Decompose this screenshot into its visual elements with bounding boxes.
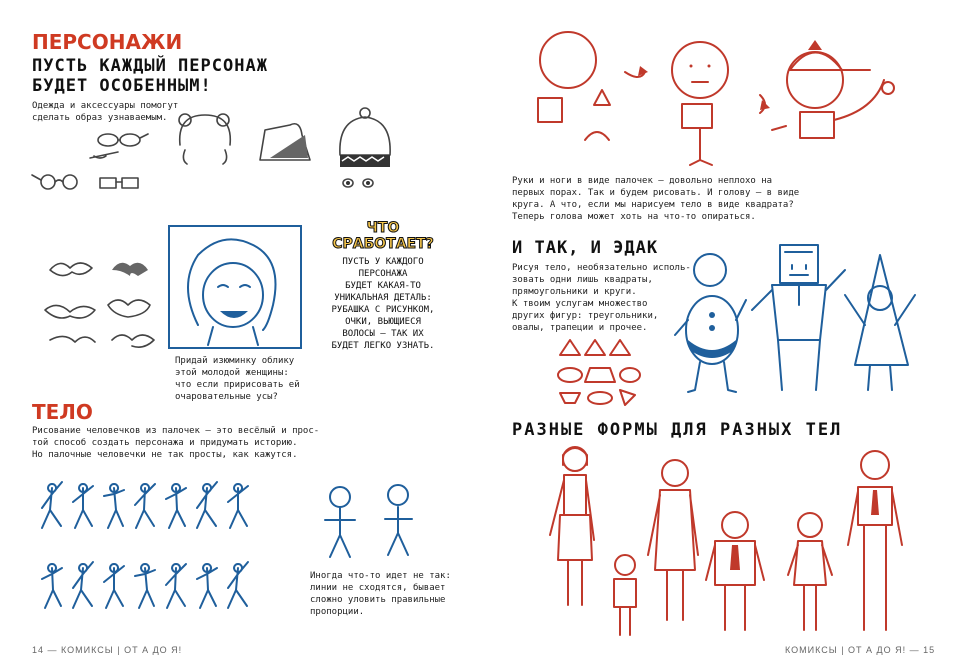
body-text [32,425,319,461]
text-line: этой молодой женщины: [175,368,289,378]
stick-figure [197,482,217,528]
text-line: Рисуя тело, необязательно исполь- [512,263,691,273]
callout-title-2: СРАБОТАЕТ? [332,236,434,252]
hat-illustration [250,110,320,170]
stick-figure [197,564,217,608]
text-line: овалы, трапеции и прочее. [512,323,648,333]
text-line: первых порах. Так и будем рисовать. И голову — в виде [512,188,800,198]
stick-figure [135,564,155,608]
section-title-different-shapes: РАЗНЫЕ ФОРМЫ ДЛЯ РАЗНЫХ ТЕЛ [512,420,843,440]
stick-figure [166,484,186,528]
text-line: Теперь голова может хоть на что-то опираться. [512,212,756,222]
text-line: пропорции. [310,607,365,617]
text-line: линии не сходятся, бывает [310,583,446,593]
text-line: РУБАШКА С РИСУНКОМ, [331,305,435,315]
stick-figure [228,562,248,608]
hair-illustration [175,110,235,170]
woman-portrait [168,225,302,349]
headline-line1: ПУСТЬ КАЖДЫЙ ПЕРСОНАЖ [32,56,268,76]
headline-line2: БУДЕТ ОСОБЕННЫМ! [32,76,212,96]
woman-caption [175,355,300,403]
text-line: ОЧКИ, ВЬЮЩИЕСЯ [345,317,421,327]
text-line: Иногда что-то идет не так: [310,571,451,581]
section-title-body: ТЕЛО [32,400,93,424]
text-line: очаровательные усы? [175,392,278,402]
section-title-this-and-that: И ТАК, И ЭДАК [512,238,659,258]
callout-body [318,256,448,352]
stick-figure [42,482,62,528]
text-line: БУДЕТ ЛЕГКО УЗНАТЬ. [331,341,435,351]
callout-title-1: ЧТО [366,220,400,236]
stick-figure [228,484,248,528]
text-line: зовать одни лишь квадраты, [512,275,653,285]
stick-figure [104,484,124,528]
stick-figure [73,562,93,608]
text-line: сложно уловить правильные [310,595,446,605]
footer-left: 14 — КОМИКСЫ | ОТ А ДО Я! [32,645,183,655]
family-illustration [530,445,930,640]
text-line: той способ создать персонажа и придумать историю. [32,438,298,448]
wrong-stick-figures [320,485,430,565]
text-line: УНИКАЛЬНАЯ ДЕТАЛЬ: [334,293,432,303]
text-line: ПУСТЬ У КАЖДОГО [342,257,424,267]
mustaches-illustration [40,250,160,360]
stick-figure [135,484,155,528]
text-line: К твоим услугам множество [512,299,648,309]
text-line: БУДЕТ КАКАЯ-ТО [345,281,421,291]
text-line: Одежда и аксессуары помогут [32,101,179,111]
shapes-text [512,175,799,223]
stick-figures-illustration [40,470,270,620]
text-line: что если пририсовать ей [175,380,300,390]
beanie-illustration [330,105,400,190]
text-line: Придай изюминку облику [175,356,295,366]
stick-figure [104,564,124,608]
text-line: ВОЛОСЫ — ТАК ИХ [342,329,424,339]
text-line: прямоугольники и круги. [512,287,637,297]
glasses-illustration [30,120,170,210]
stick-figure [42,564,62,608]
text-line: круга. А что, если мы нарисуем тело в виде квадрата? [512,200,794,210]
text-line: Но палочные человечки не так просты, как кажутся. [32,450,298,460]
text-line: Рисование человечков из палочек — это весёлый и прос- [32,426,320,436]
stick-figure [166,564,186,608]
footer-right: КОМИКСЫ | ОТ А ДО Я! — 15 [785,645,936,655]
shapes-to-character-illustration [530,30,930,170]
shape-set-illustration [555,335,645,405]
section-title-characters: ПЕРСОНАЖИ [32,30,183,54]
text-line: ПЕРСОНАЖА [358,269,408,279]
wrong-caption [310,570,451,618]
callout-box [318,220,448,352]
figures-text [512,262,691,334]
stick-figure [73,484,93,528]
text-line: сделать образ узнаваемым. [32,113,168,123]
shape-bodies-illustration [680,240,930,405]
text-line: других фигур: треугольники, [512,311,659,321]
text-line: Руки и ноги в виде палочек — довольно неплохо на [512,176,773,186]
